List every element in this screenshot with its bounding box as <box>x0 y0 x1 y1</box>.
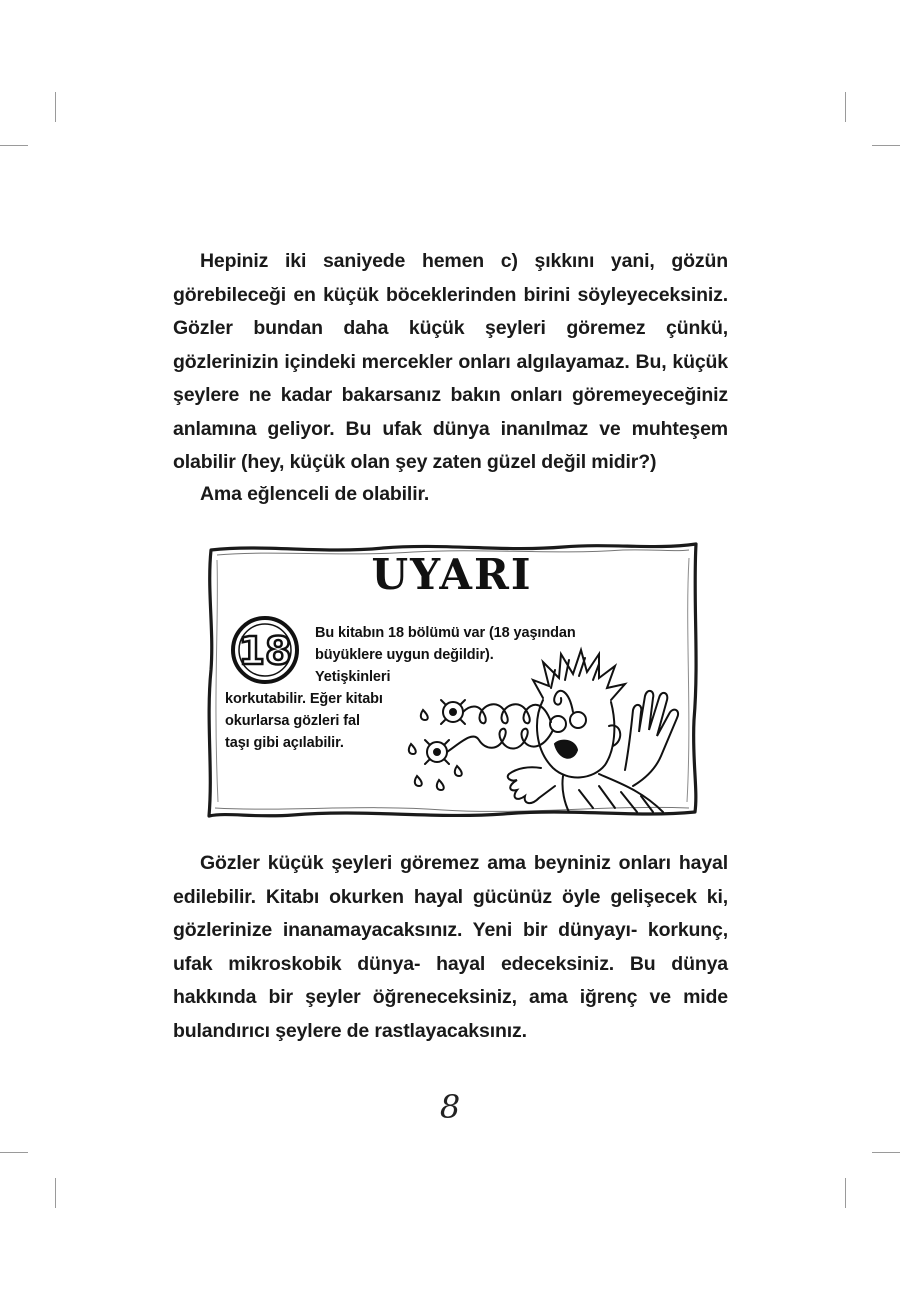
crop-mark <box>0 145 28 146</box>
badge-number: 18 <box>238 629 292 673</box>
body-paragraph: Ama eğlenceli de olabilir. <box>200 483 430 505</box>
body-paragraph: Hepiniz iki saniyede hemen c) şıkkını yani, gözün görebileceği en küçük böceklerinden birini söyleyeceksiniz. Gözler bundan daha küçük şeyleri göremez çünkü, gözlerinizin içindeki mercekler onları algılayamaz. Bu, küçük şeylere ne kadar bakarsanız bakın onları göremeyeceğiniz anlamına geliyor. Bu ufak dünya inanılmaz ve muhteşem olabilir (hey, küçük olan şey zaten güzel değil midir?) <box>173 250 728 473</box>
crop-mark <box>845 1178 846 1208</box>
warning-box <box>203 540 701 822</box>
crop-mark <box>872 1152 900 1153</box>
crop-mark <box>55 92 56 122</box>
startled-boy-with-popping-eyes-illustration <box>393 640 693 815</box>
body-paragraph: Gözler küçük şeyleri göremez ama beyniniz onları hayal edilebilir. Kitabı okurken hayal gücünüz öyle gelişecek ki, gözlerinize inanamayacaksınız. Yeni bir dünyayı- korkunç, ufak mikroskobik dünya- hayal edeceksiniz. Bu dünya hakkında bir şeyler öğreneceksiniz, ama iğrenç ve mide bulandırıcı şeylere de rastlayacaksınız. <box>173 852 728 1042</box>
crop-mark <box>0 1152 28 1153</box>
crop-mark <box>872 145 900 146</box>
page-number: 8 <box>439 1088 461 1126</box>
warning-line: korkutabilir. Eğer kitabı <box>225 691 383 707</box>
age-18-badge-icon <box>227 612 307 684</box>
warning-line: Bu kitabın 18 bölümü var (18 yaşından <box>315 625 576 641</box>
warning-title: UYARI <box>371 550 533 599</box>
crop-mark <box>845 92 846 122</box>
warning-line: okurlarsa gözleri fal <box>225 713 360 729</box>
crop-mark <box>55 1178 56 1208</box>
warning-line: Yetişkinleri <box>315 669 391 685</box>
warning-line: büyüklere uygun değildir). <box>315 647 494 663</box>
warning-line: taşı gibi açılabilir. <box>225 735 344 751</box>
